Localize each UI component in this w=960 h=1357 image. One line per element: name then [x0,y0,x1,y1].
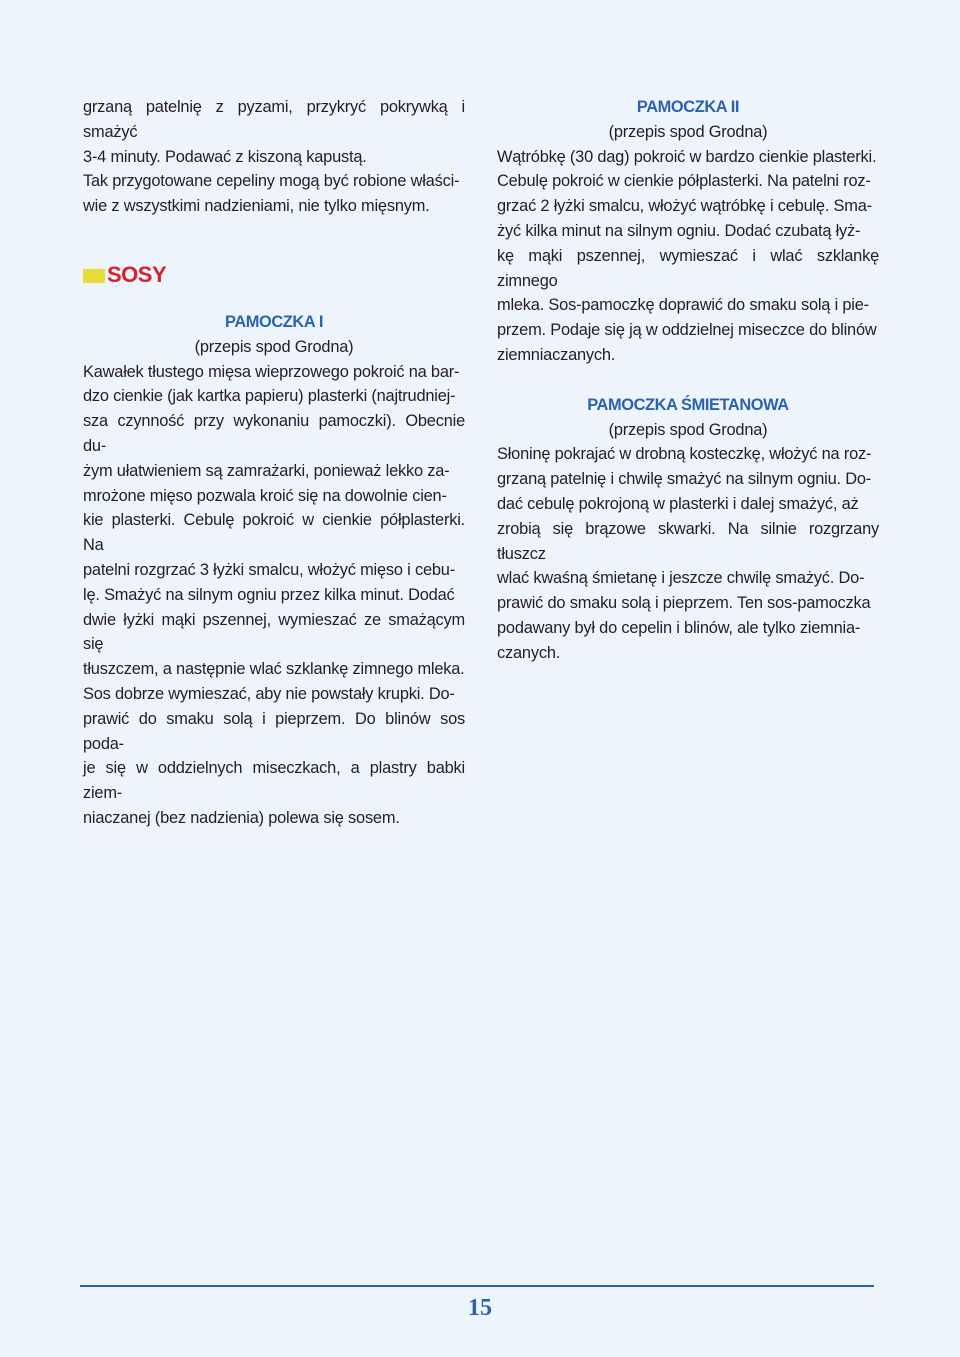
recipe-source-pamoczka-2: (przepis spod Grodna) [608,122,768,141]
recipe-source-pamoczka-1: (przepis spod Grodna) [194,337,354,356]
right-column [497,95,879,666]
recipe-body-pamoczka-smietanowa: Słoninę pokrajać w drobną kosteczkę, włożyć na roz- grzaną patelnię i chwilę smażyć na silnym ogniu. Do- dać cebulę pokrojoną w plasterki i dalej smażyć, aż zrobią się brązowe skwarki. Na silnie rozgrzany tłuszcz wlać kwaśną śmietanę i jeszcze chwilę smażyć. Do- prawić do smaku solą i pieprzem. Ten sos-pamoczka podawany był do cepelin i blinów, ale tylko ziemnia- czanych. [497,445,879,662]
section-marker-icon [83,269,105,283]
left-column [83,95,465,831]
recipe-title-pamoczka-smietanowa: PAMOCZKA ŚMIETANOWA [587,395,789,414]
recipe-source-pamoczka-smietanowa: (przepis spod Grodna) [608,420,768,439]
intro-paragraph: grzaną patelnię z pyzami, przykryć pokrywką i smażyć 3-4 minuty. Podawać z kiszoną kapustą. Tak przygotowane cepeliny mogą być robione właści- wie z wszystkimi nadzieniami, nie tylko mięsnym. [83,98,465,216]
recipe-body-pamoczka-1: Kawałek tłustego mięsa wieprzowego pokroić na bar- dzo cienkie (jak kartka papieru) plasterki (najtrudniej- sza czynność przy wykonaniu pamoczki). Obecnie du- żym ułatwieniem są zamrażarki, ponieważ lekko za- mrożone mięso pozwala kroić się na dowolnie cien- kie plasterki. Cebulę pokroić w cienkie półplasterki. Na patelni rozgrzać 3 łyżki smalcu, włożyć mięso i cebu- lę. Smażyć na silnym ogniu przez kilka minut. Dodać dwie łyżki mąki pszennej, wymieszać ze smażącym się tłuszczem, a następnie wlać szklankę zimnego mleka. Sos dobrze wymieszać, aby nie powstały krupki. Do- prawić do smaku solą i pieprzem. Do blinów sos poda- je się w oddzielnych miseczkach, a plastry babki ziem- niaczanej (bez nadzienia) polewa się sosem. [83,362,465,827]
footer-rule [80,1285,874,1287]
recipe-title-pamoczka-2: PAMOCZKA II [636,98,740,116]
section-title: SOSY [107,261,167,287]
page-number: 15 [468,1295,492,1321]
section-heading [83,261,465,289]
recipe-title-pamoczka-1: PAMOCZKA I [225,312,323,331]
recipe-body-pamoczka-2: Wątróbkę (30 dag) pokroić w bardzo cienkie plasterki. Cebulę pokroić w cienkie półplasterki. Na patelni roz- grzać 2 łyżki smalcu, włożyć wątróbkę i cebulę. Sma- żyć kilka minut na silnym ogniu. Dodać czubatą łyż- kę mąki pszennej, wymieszać i wlać szklankę zimnego mleka. Sos-pamoczkę doprawić do smaku solą i pie- przem. Podaje się ją w oddzielnej miseczce do blinów ziemniaczanych. [497,147,879,364]
